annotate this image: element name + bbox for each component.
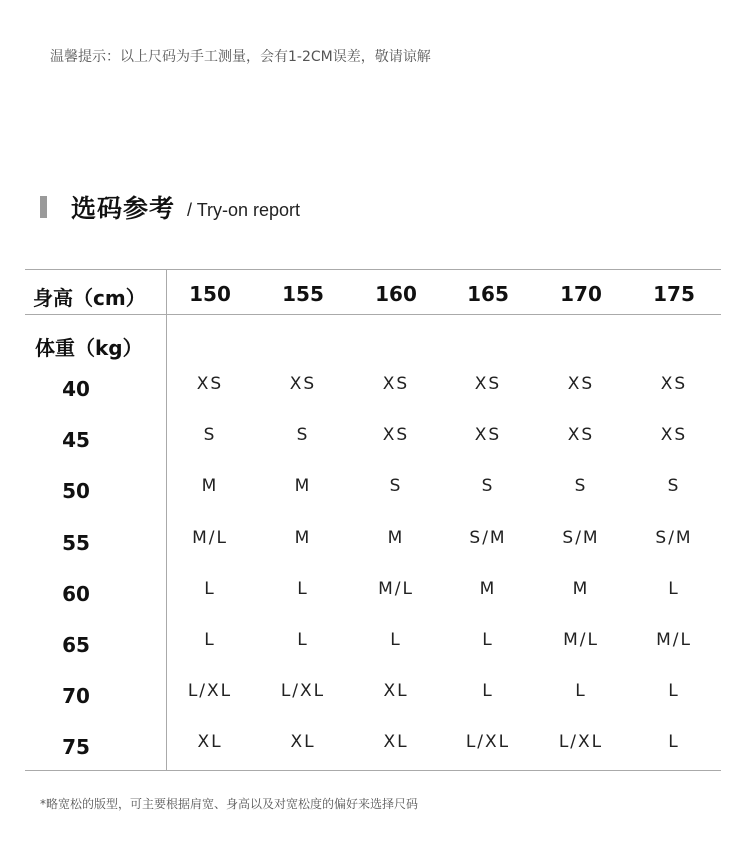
size-cell: XL [383,681,409,702]
weight-value: 50 [62,479,90,504]
size-cell: XS [474,374,502,394]
size-cell: XS [382,374,410,394]
size-cell: XS [382,425,410,446]
size-cell: L [204,578,216,599]
size-cell: M [479,578,497,599]
heading-accent-bar [40,196,47,218]
section-subtitle: / Try-on report [187,199,301,220]
size-cell: XL [290,732,316,753]
size-cell: L [575,681,587,702]
size-cell: M [572,578,590,599]
size-cell: L [482,681,494,702]
size-cell: L [297,578,309,599]
weight-value: 45 [62,428,90,453]
size-cell: S [574,476,588,497]
size-cell: XS [289,374,317,394]
weight-value: 60 [62,581,90,606]
size-cell: M [294,527,312,548]
size-cell: XL [197,732,223,753]
size-cell: XS [660,425,688,446]
size-cell: S [389,476,403,497]
weight-value: 40 [62,377,90,401]
size-cell: XS [567,374,595,394]
size-chart-table [25,269,721,771]
weight-value: 75 [62,735,90,760]
size-cell: S/M [562,527,600,548]
size-cell: S [667,476,681,497]
measurement-notice: 温馨提示：以上尺码为手工测量，会有1-2CM误差，敬请谅解 [50,49,431,65]
size-cell: M/L [656,630,692,650]
size-cell: XL [383,732,409,753]
height-header-label: 身高（cm） [33,286,146,310]
size-cell: L [204,630,216,650]
size-cell: L/XL [280,681,326,702]
size-cell: L [297,630,309,650]
section-heading [40,190,300,224]
size-cell: L/XL [187,681,233,702]
size-cell: L [482,630,494,650]
size-cell: L/XL [465,732,511,753]
weight-value: 70 [62,684,90,709]
size-cell: M/L [192,527,228,548]
height-value: 160 [375,282,417,306]
size-cell: S/M [469,527,507,548]
column-divider [166,270,167,770]
height-value: 165 [467,282,509,306]
size-cell: XS [474,425,502,446]
size-cell: S [203,425,217,446]
size-cell: L [668,681,680,702]
weight-header-label: 体重（kg） [35,336,143,360]
size-cell: L [668,578,680,599]
section-title: 选码参考 [71,194,176,223]
size-cell: S [296,425,310,446]
height-value: 150 [189,282,231,306]
size-cell: M/L [563,630,599,650]
size-cell: L [668,732,680,753]
size-cell: XS [196,374,224,394]
size-cell: M [387,527,405,548]
height-value: 175 [653,282,695,306]
weight-value: 65 [62,633,90,657]
header-divider [25,314,721,315]
size-cell: L/XL [558,732,604,753]
fit-footnote: *略宽松的版型，可主要根据肩宽、身高以及对宽松度的偏好来选择尺码 [40,797,419,811]
size-cell: S/M [655,527,693,548]
height-value: 155 [282,282,324,306]
size-cell: L [390,630,402,650]
weight-value: 55 [62,530,90,555]
size-cell: XS [567,425,595,446]
size-cell: M/L [378,578,414,599]
size-cell: S [481,476,495,497]
size-cell: M [201,476,219,497]
height-value: 170 [560,282,602,306]
size-cell: M [294,476,312,497]
size-cell: XS [660,374,688,394]
